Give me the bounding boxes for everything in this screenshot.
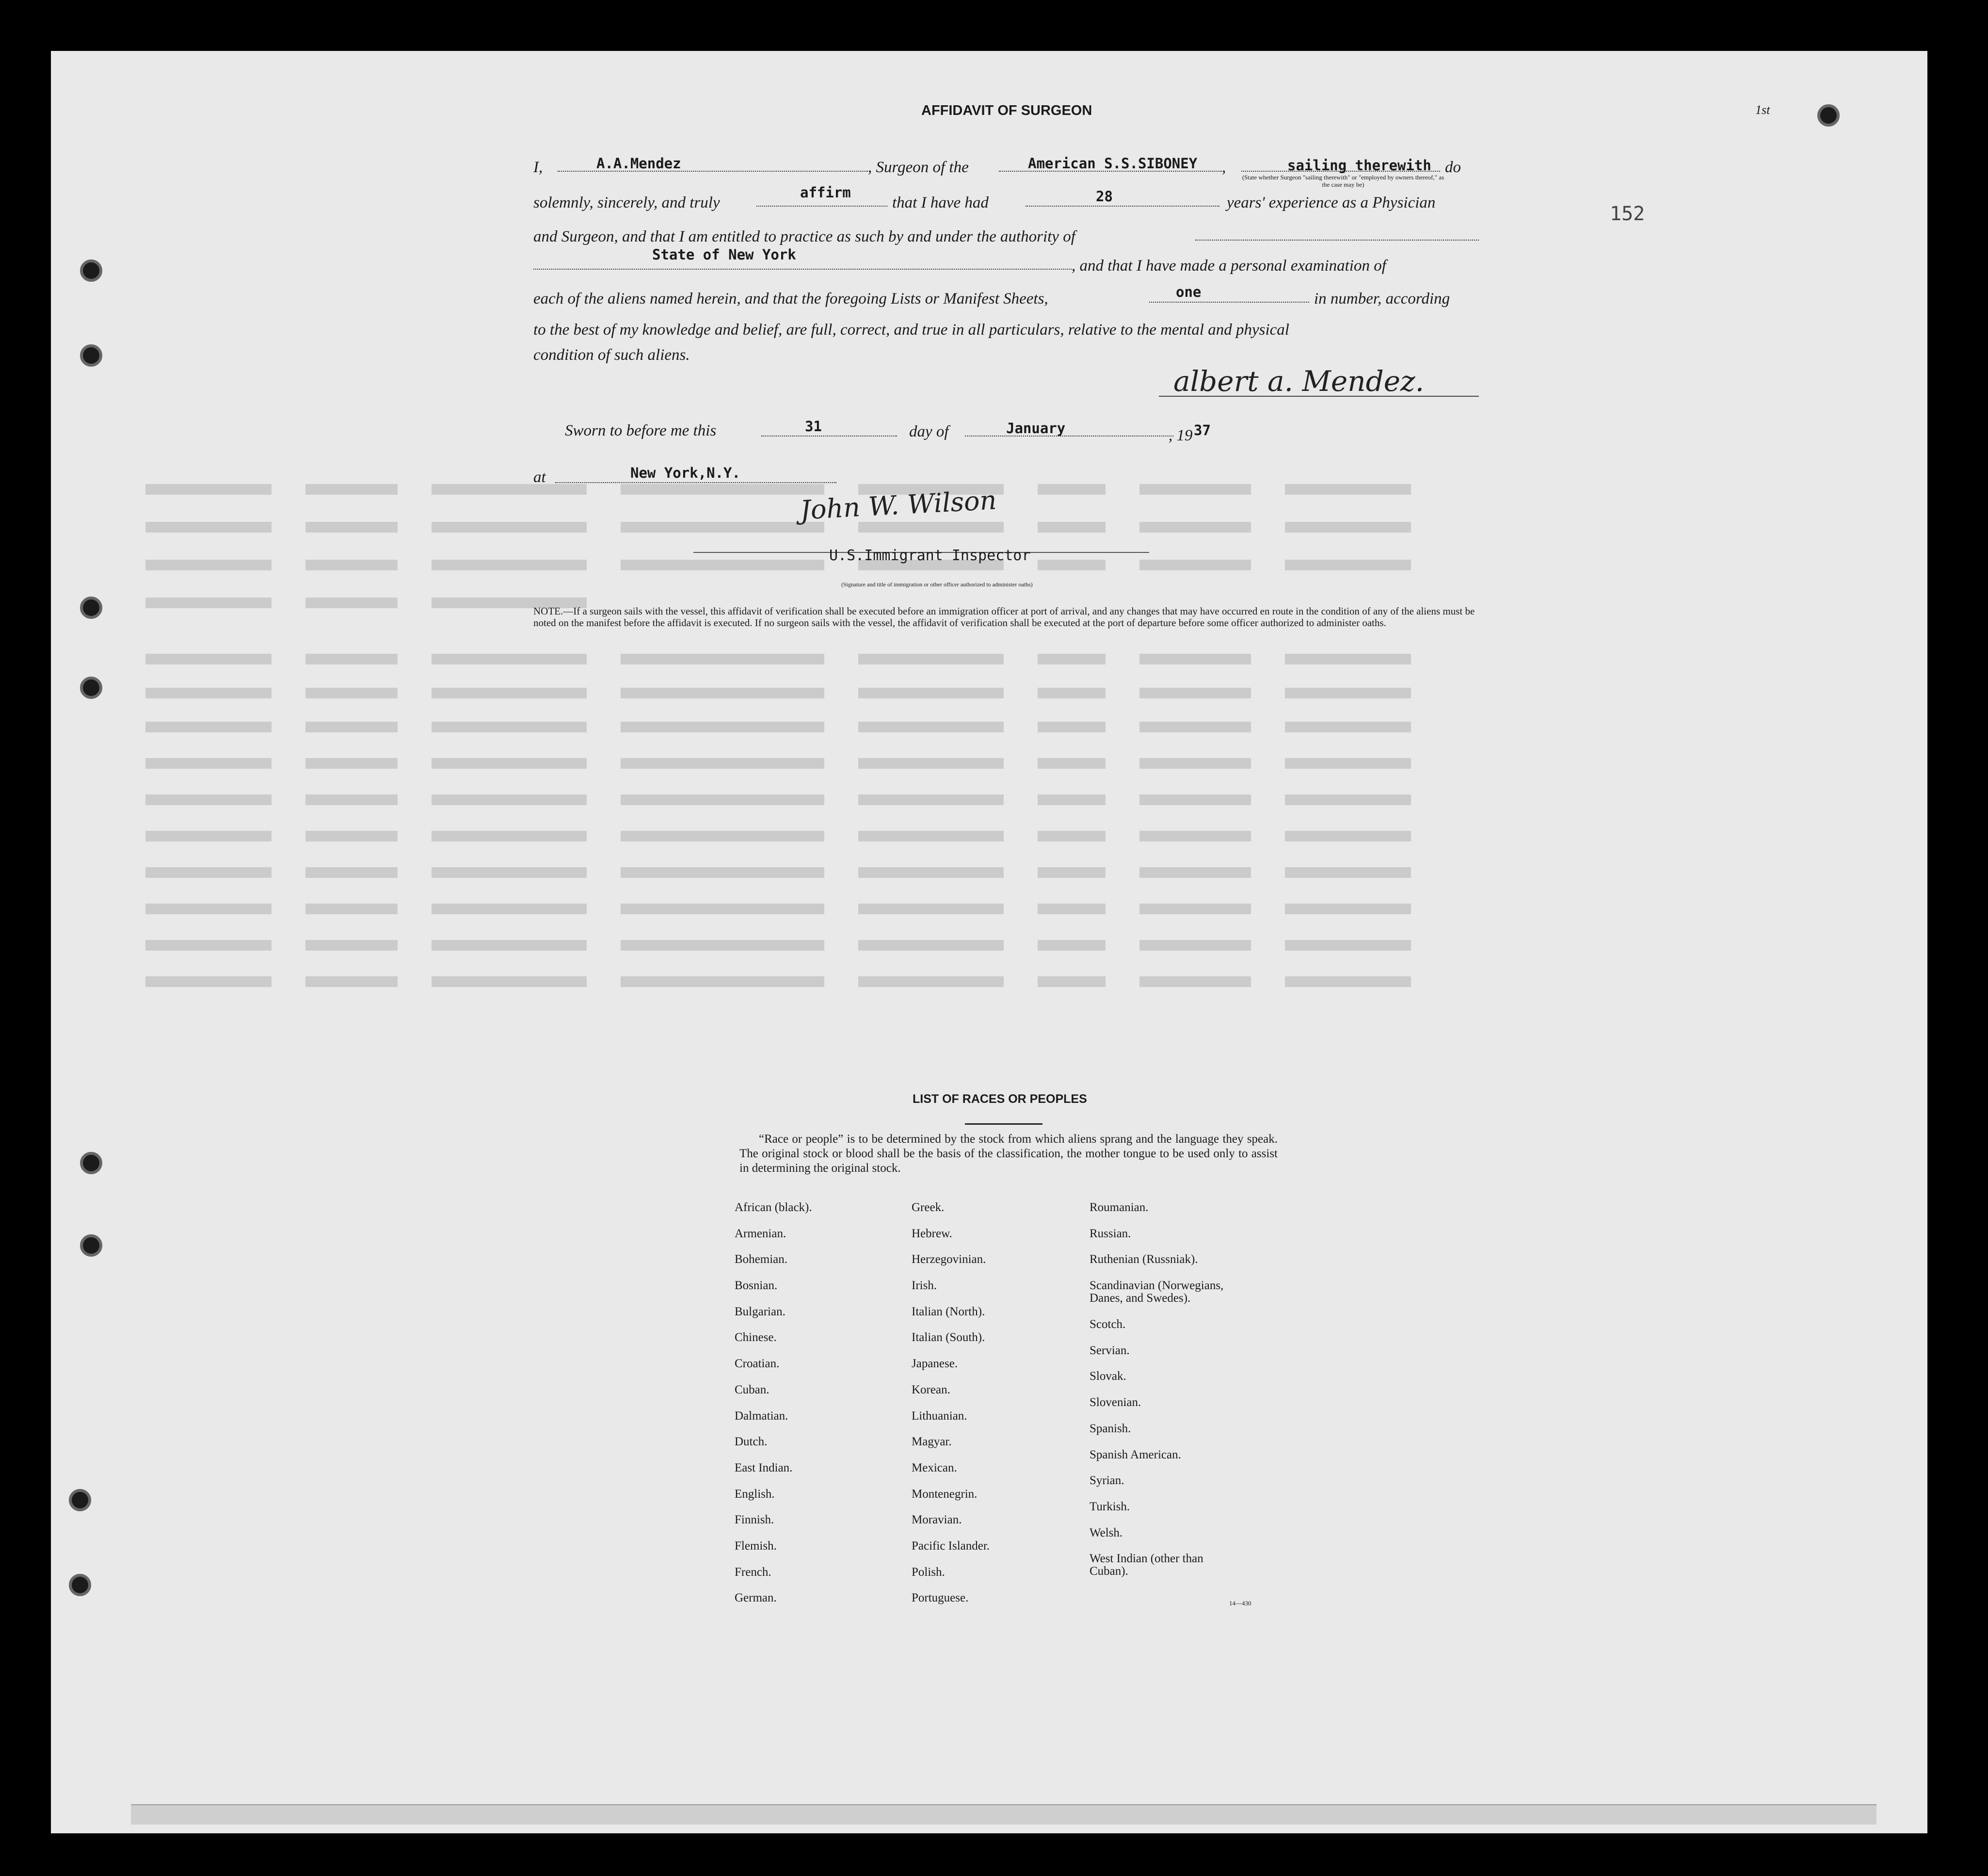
solemnly-label: solemnly, sincerely, and truly <box>533 194 720 211</box>
page-edge <box>131 1804 1876 1825</box>
comma: , <box>1222 159 1226 176</box>
punch-hole <box>69 1574 91 1596</box>
race-item: Hebrew. <box>912 1227 952 1240</box>
condition-label: condition of such aliens. <box>533 346 690 364</box>
page-number: 152 <box>1610 203 1645 225</box>
sworn-month-line <box>965 436 1173 437</box>
race-item: Finnish. <box>735 1513 774 1527</box>
affirm-value: affirm <box>800 184 851 201</box>
sworn-day: 31 <box>805 418 822 435</box>
race-item: French. <box>735 1565 771 1579</box>
affirm-line <box>756 206 887 207</box>
race-item: Lithuanian. <box>912 1409 967 1423</box>
race-item: Roumanian. <box>1090 1201 1149 1214</box>
sailing-note: (State whether Surgeon "sailing therewith" or "employed by owners thereof," as the case may be) <box>1242 174 1444 188</box>
race-item: Welsh. <box>1090 1526 1123 1539</box>
race-item: Italian (North). <box>912 1305 985 1318</box>
race-item: Chinese. <box>735 1331 777 1344</box>
authority-label: and Surgeon, and that I am entitled to practice as such by and under the authority of <box>533 228 1075 245</box>
race-item: Bosnian. <box>735 1279 778 1293</box>
race-item: Moravian. <box>912 1513 962 1527</box>
bleed-through-row <box>145 518 1818 534</box>
race-item: Polish. <box>912 1565 945 1579</box>
race-item: Slovenian. <box>1090 1396 1141 1409</box>
sailing-line <box>1241 171 1440 172</box>
bleed-through-row <box>145 684 1818 700</box>
punch-hole <box>80 259 102 282</box>
race-item: Armenian. <box>735 1227 786 1240</box>
day-of-label: day of <box>909 423 949 440</box>
race-item: Korean. <box>912 1383 950 1396</box>
race-item: Japanese. <box>912 1357 958 1371</box>
races-column-3 <box>1090 1201 1250 1580</box>
race-item: West Indian (other than Cuban). <box>1090 1552 1203 1578</box>
inspector-title: U.S.Immigrant Inspector <box>829 547 1031 564</box>
race-item: Scotch. <box>1090 1318 1126 1331</box>
race-item: Italian (South). <box>912 1331 985 1344</box>
punch-hole <box>80 344 102 367</box>
race-item: Russian. <box>1090 1227 1131 1240</box>
race-item: Turkish. <box>1090 1500 1130 1513</box>
race-item: Cuban. <box>735 1383 770 1396</box>
race-item: Croatian. <box>735 1357 780 1371</box>
affidavit-i: I, <box>533 159 543 176</box>
punch-hole <box>80 597 102 619</box>
surgeon-of-label: , Surgeon of the <box>868 159 969 176</box>
race-item: Pacific Islander. <box>912 1539 990 1553</box>
authority-value: State of New York <box>652 246 796 263</box>
surgeon-signature: albert a. Mendez. <box>1173 365 1425 398</box>
bleed-through-row <box>145 754 1818 771</box>
affidavit-title: AFFIDAVIT OF SURGEON <box>921 103 1092 118</box>
in-number-label: in number, according <box>1314 290 1450 307</box>
races-column-2 <box>912 1201 990 1618</box>
punch-hole <box>80 1152 102 1174</box>
year-prefix: , 19 <box>1169 427 1193 444</box>
race-item: Spanish American. <box>1090 1448 1181 1461</box>
inspector-signature: John W. Wilson <box>799 485 997 526</box>
race-item: Greek. <box>912 1201 945 1214</box>
race-item: Syrian. <box>1090 1474 1124 1488</box>
punch-hole <box>1817 104 1840 127</box>
experience-label: years' experience as a Physician <box>1227 194 1436 211</box>
race-item: English. <box>735 1487 775 1501</box>
race-item: Mexican. <box>912 1461 957 1474</box>
race-item: Dutch. <box>735 1435 768 1449</box>
race-item: Spanish. <box>1090 1422 1131 1435</box>
races-title-rule <box>965 1123 1042 1125</box>
form-number: 14—430 <box>1229 1600 1251 1607</box>
race-item: Magyar. <box>912 1435 952 1449</box>
race-item: Portuguese. <box>912 1591 969 1605</box>
bleed-through-row <box>145 936 1818 953</box>
bleed-through-row <box>145 863 1818 880</box>
at-label: at <box>533 469 546 486</box>
authority-line-b <box>533 269 1072 270</box>
punch-hole <box>80 1234 102 1257</box>
do-label: do <box>1445 159 1461 176</box>
bleed-through-row <box>145 827 1818 843</box>
signature-caption: (Signature and title of immigration or other officer authorized to administer oaths) <box>841 581 1033 588</box>
surgeon-name-line <box>558 171 868 172</box>
place-line <box>555 482 836 483</box>
vessel-line <box>999 171 1222 172</box>
bleed-through-row <box>145 791 1818 807</box>
sworn-label: Sworn to before me this <box>565 422 717 439</box>
sworn-year: 37 <box>1194 422 1211 438</box>
sworn-day-line <box>761 436 897 437</box>
corner-mark: 1st <box>1755 103 1770 117</box>
race-item: Scandinavian (Norwegians, Danes, and Swedes). <box>1090 1279 1224 1305</box>
race-item: Irish. <box>912 1279 937 1293</box>
race-item: Bohemian. <box>735 1253 788 1266</box>
affidavit-note: NOTE.—If a surgeon sails with the vessel, this affidavit of verification shall be executed before an immigration officer at port of arrival, and any changes that may have occurred en route in the condition of any of the aliens must be noted on the manifest before the affidavit is executed. If no surgeon sails with the vessel, the affidavit of verification shall be executed at the port of departure before some officer authorized to administer oaths. <box>533 605 1475 629</box>
race-item: Herzegovinian. <box>912 1253 986 1266</box>
surgeon-signature-line <box>1159 396 1479 397</box>
years-value: 28 <box>1096 188 1113 205</box>
bleed-through-row <box>145 718 1818 734</box>
race-item: African (black). <box>735 1201 812 1214</box>
sailing-status: sailing therewith <box>1287 157 1431 174</box>
race-item: Bulgarian. <box>735 1305 786 1318</box>
bleed-through-row <box>145 650 1818 666</box>
race-item: Montenegrin. <box>912 1487 978 1501</box>
race-item: Dalmatian. <box>735 1409 788 1423</box>
sworn-month: January <box>1006 420 1066 437</box>
bleed-through-row <box>145 900 1818 916</box>
races-column-1 <box>735 1201 812 1618</box>
race-item: Ruthenian (Russniak). <box>1090 1253 1198 1266</box>
examination-label: , and that I have made a personal examination of <box>1072 257 1386 275</box>
vessel-name: American S.S.SIBONEY <box>1028 155 1198 172</box>
had-label: that I have had <box>892 194 989 211</box>
punch-hole <box>69 1489 91 1511</box>
races-intro: “Race or people” is to be determined by the stock from which aliens sprang and the language they speak. The original stock or blood shall be the basis of the classification, the mother tongue to be used only to assist in determining the original stock. <box>739 1132 1278 1175</box>
authority-line-a <box>1195 240 1479 241</box>
race-item: East Indian. <box>735 1461 793 1474</box>
years-line <box>1026 206 1219 207</box>
manifest-label: each of the aliens named herein, and that the foregoing Lists or Manifest Sheets, <box>533 290 1048 307</box>
race-item: Slovak. <box>1090 1370 1126 1383</box>
surgeon-name: A.A.Mendez <box>596 155 681 172</box>
race-item: Servian. <box>1090 1343 1130 1357</box>
race-item: German. <box>735 1591 777 1605</box>
sheet-count-line <box>1149 302 1309 303</box>
knowledge-label: to the best of my knowledge and belief, are full, correct, and true in all particulars, relative to the mental and physical <box>533 321 1289 339</box>
race-item: Flemish. <box>735 1539 777 1553</box>
sworn-place: New York,N.Y. <box>630 465 740 481</box>
punch-hole <box>80 677 102 699</box>
sheet-count: one <box>1176 284 1202 300</box>
bleed-through-row <box>145 972 1818 989</box>
races-title: LIST OF RACES OR PEOPLES <box>913 1092 1087 1106</box>
